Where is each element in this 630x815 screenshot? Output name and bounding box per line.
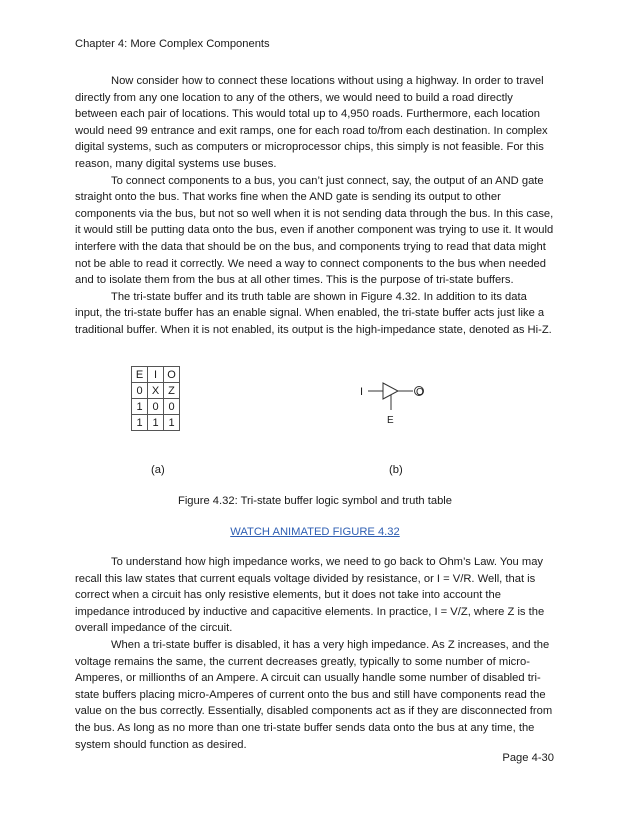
truth-table-row bbox=[132, 415, 180, 431]
truth-table-cell: 0 bbox=[164, 399, 180, 415]
watch-animated-figure-link-wrapper bbox=[0, 526, 630, 538]
truth-table-cell: 1 bbox=[164, 415, 180, 431]
truth-table-cell: X bbox=[148, 383, 164, 399]
page-number: Page 4-30 bbox=[502, 752, 554, 764]
truth-table-cell: 1 bbox=[132, 415, 148, 431]
truth-table-cell: 0 bbox=[148, 399, 164, 415]
paragraph: The tri-state buffer and its truth table are shown in Figure 4.32. In addition to its data input, the tri-state buffer has an enable signal. When enabled, the tri-state buffer acts just like a traditional buffer. When it is not enabled, its output is the high-impedance state, denoted as Hi-Z. bbox=[75, 290, 552, 336]
paragraph: To understand how high impedance works, we need to go back to Ohm’s Law. You may recall this law states that current equals voltage divided by resistance, or I = V/R. Well, that is correct when a circuit has only resistive elements, but it does not take into account the impedance introduced by inductive and capacitive elements. In practice, I = V/Z, where Z is the overall impedance of the circuit. bbox=[75, 556, 545, 635]
symbol-input-label: I bbox=[360, 386, 364, 398]
truth-table-cell: 1 bbox=[148, 415, 164, 431]
paragraph: To connect components to a bus, you can’t just connect, say, the output of an AND gate straight onto the bus. That works fine when the AND gate is sending its output to other components via the bus, but not so well when it is not sending data through the bus. In this case, it would still be putting data onto the bus, even if another component was trying to use it. It would interfere with the data that should be on the bus, and components trying to read that data might not be able to read it correctly. We need a way to connect components to the bus when needed and to isolate them from the bus at all other times. This is the purpose of tri-state buffers. bbox=[75, 174, 554, 287]
truth-table-row bbox=[132, 383, 180, 399]
body-text-bottom bbox=[75, 554, 556, 753]
symbol-enable-label: E bbox=[387, 415, 394, 426]
truth-table bbox=[131, 366, 180, 431]
paragraph: Now consider how to connect these locations without using a highway. In order to travel directly from any one location to any of the others, we would need to build a road directly between each pair of locations. This would total up to 4,950 roads. Furthermore, each location would need 99 entrance and exit ramps, one for each road to/from each destination. In complex digital systems, such as computers or microprocessor chips, this simply is not feasible. For this reason, many digital systems use buses. bbox=[75, 75, 548, 170]
chapter-header: Chapter 4: More Complex Components bbox=[75, 38, 270, 50]
truth-table-row bbox=[132, 399, 180, 415]
truth-table-cell: 0 bbox=[132, 383, 148, 399]
truth-table-cell: 1 bbox=[132, 399, 148, 415]
body-text-top bbox=[75, 73, 556, 339]
subfigure-label-a: (a) bbox=[151, 464, 165, 476]
symbol-output-label: O bbox=[416, 387, 424, 398]
truth-table-header: I bbox=[148, 367, 164, 383]
figure-caption: Figure 4.32: Tri-state buffer logic symbol and truth table bbox=[177, 495, 453, 507]
paragraph: When a tri-state buffer is disabled, it has a very high impedance. As Z increases, and the voltage remains the same, the current decreases greatly, typically to some number of micro-Amperes, or millionths of an Ampere. A circuit can usually handle some number of disabled tri-state buffers placing micro-Amperes of current onto the bus and still have components read the value on the bus correctly. Essentially, disabled components act as if they are disconnected from the bus. As long as no more than one tri-state buffer sends data onto the bus at any time, the system should function as desired. bbox=[75, 638, 553, 751]
truth-table-header-row bbox=[132, 367, 180, 383]
subfigure-label-b: (b) bbox=[389, 464, 403, 476]
truth-table-cell: Z bbox=[164, 383, 180, 399]
truth-table-header: E bbox=[132, 367, 148, 383]
tri-state-buffer-symbol bbox=[360, 372, 440, 432]
truth-table-header: O bbox=[164, 367, 180, 383]
watch-animated-figure-link[interactable]: WATCH ANIMATED FIGURE 4.32 bbox=[230, 526, 400, 538]
